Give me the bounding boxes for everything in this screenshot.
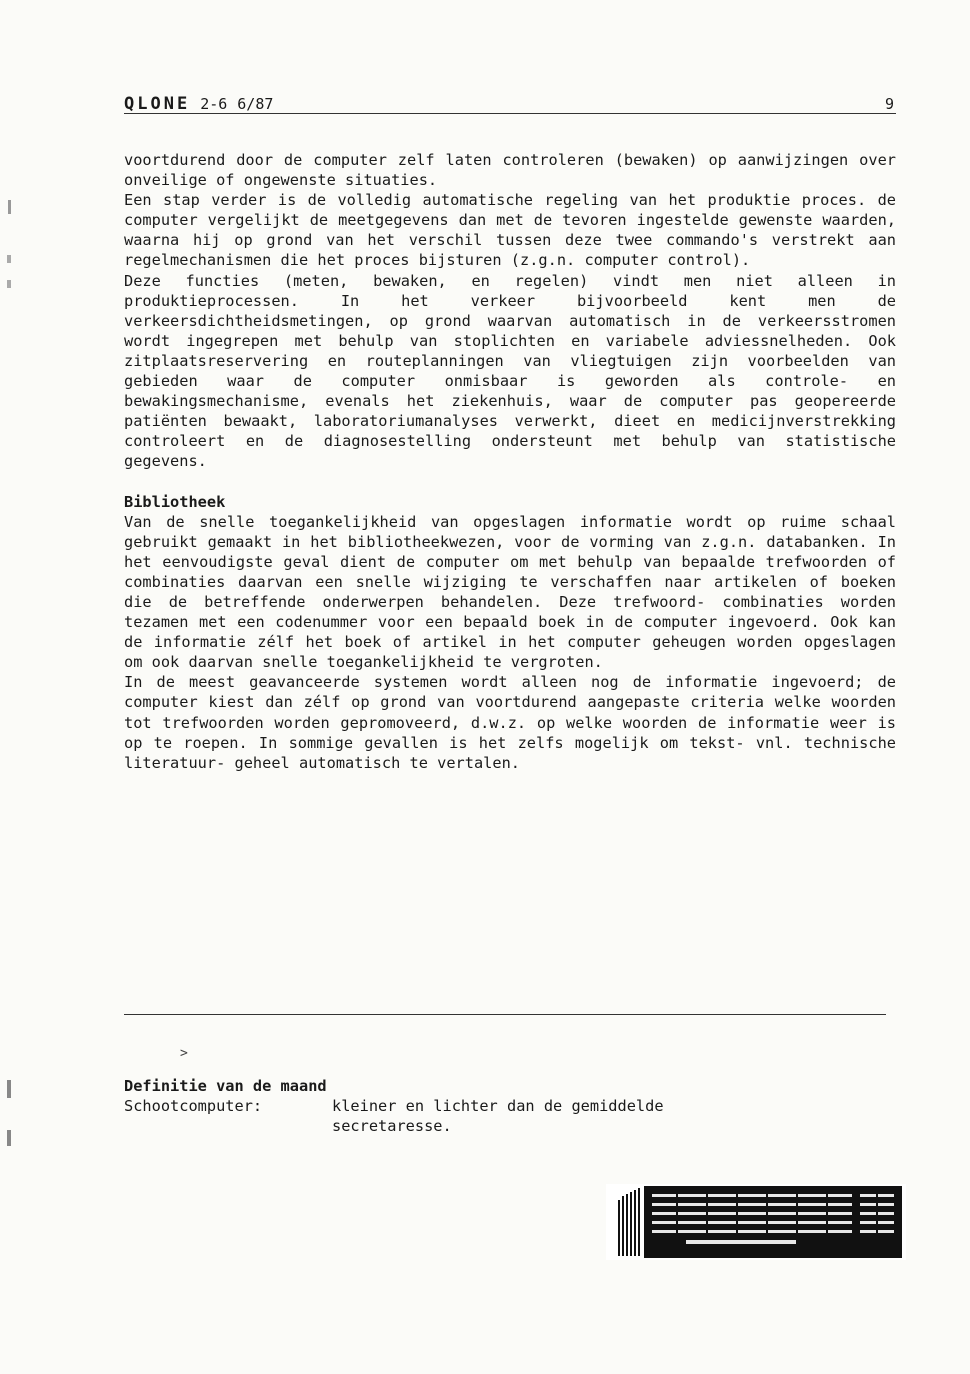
definition-meaning: kleiner en lichter dan de gemiddelde secretaresse. xyxy=(332,1097,664,1136)
paragraph: Een stap verder is de volledig automatische regeling van het produktie proces. de computer vergelijkt de meetgegevens dan met de tevoren ingestelde gewenste waarden, waarna hij op grond van het verschil tussen deze twee commando's verstrekt aan regelmechanismen die het proces bijsturen (z.g.n. computer control). xyxy=(124,191,896,270)
paragraph: voortdurend door de computer zelf laten controleren (bewaken) op aanwijzingen over onveilige of ongewenste situaties. xyxy=(124,151,896,190)
definition-block xyxy=(124,1076,896,1136)
issue-number: 2-6 xyxy=(200,95,228,113)
definition-row xyxy=(124,1096,896,1136)
stray-mark: > xyxy=(180,1046,188,1061)
article-body xyxy=(124,150,896,773)
page-header xyxy=(124,92,896,114)
header-left xyxy=(124,96,273,112)
keyboard-illustration xyxy=(606,1184,906,1260)
paragraph: Van de snelle toegankelijkheid van opgeslagen informatie wordt op ruime schaal gebruikt gemaakt in het bibliotheekwezen, voor de vorming van z.g.n. databanken. In het eenvoudigste geval dient de computer om met behulp van bepaalde trefwoorden of combinaties daarvan een snelle wijziging te verschaffen naar artikelen of boeken die de betreffende onderwerpen behandelen. Deze trefwoord- combinaties worden tezamen met een codenummer voor een bepaald boek in de computer ingevoerd. Ook kan de informatie zélf het boek of artikel in het computer geheugen worden opgeslagen om ook daarvan snelle toegankelijkheid te vergroten. xyxy=(124,512,896,672)
definition-title: Definitie van de maand xyxy=(124,1077,327,1095)
binding-hole-marks xyxy=(4,200,16,1150)
page-number: 9 xyxy=(884,95,894,113)
qlone-logo: QLONE xyxy=(124,94,191,114)
paragraph: Deze functies (meten, bewaken, en regelen) vindt men niet alleen in produktieprocessen. In het verkeer bijvoorbeeld kent men de verkeersdichtheidsmetingen, op grond waarvan automatisch in de verkeersstromen wordt ingegrepen met behulp van stoplichten en variabele adviessnelheden. Ook zitplaatsreservering en routeplanningen van vliegtuigen zijn voorbeelden van gebieden waar de computer onmisbaar is geworden als controle- en bewakingsmechanisme, evenals het ziekenhuis, waar de computer pas geopereerde patiënten bewaakt, laboratoriumanalyses verwerkt, dieet en medicijnverstrekking controleert en de diagnosestelling ondersteunt met behulp van statistische gegevens. xyxy=(124,271,896,471)
paragraph: In de meest geavanceerde systemen wordt alleen nog de informatie ingevoerd; de computer kiest dan zélf op grond van voortdurend aangepaste criteria welke woorden tot trefwoorden worden gepromoveerd, d.w.z. op welke woorden de informatie weer is op te roepen. In sommige gevallen is het zelfs mogelijk om tekst- vnl. technische literatuur- geheel automatisch te vertalen. xyxy=(124,673,896,772)
issue-date: 6/87 xyxy=(237,95,274,113)
definition-term: Schootcomputer: xyxy=(124,1097,263,1116)
divider-rule xyxy=(124,1014,886,1015)
section-heading: Bibliotheek xyxy=(124,492,226,511)
